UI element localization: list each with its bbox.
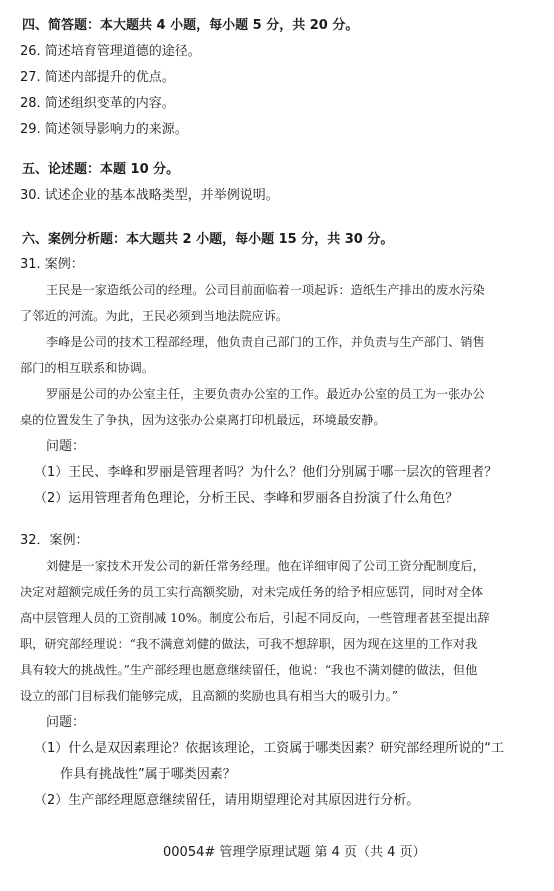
question-30: 30. 试述企业的基本战略类型，并举例说明。 — [20, 188, 279, 203]
question-32-prompt: 问题： — [46, 715, 86, 730]
case-32-line: 高中层管理人员的工资削减 10%。制度公布后，引起不同反向，一些管理者甚至提出辞 — [20, 611, 490, 625]
question-31-prompt: 问题： — [46, 439, 86, 454]
question-29: 29. 简述领导影响力的来源。 — [20, 122, 188, 137]
question-32-sub-1: （1）什么是双因素理论？依据该理论，工资属于哪类因素？研究部经理所说的“工 — [34, 741, 505, 756]
case-32-line: 职，研究部经理说：“我不满意刘健的做法，可我不想辞职，因为现在这里的工作对我 — [20, 637, 478, 651]
question-32-sub-1-cont: 作具有挑战性”属于哪类因素？ — [60, 767, 236, 782]
question-31-sub-2: （2）运用管理者角色理论，分析王民、李峰和罗丽各自扮演了什么角色？ — [34, 491, 459, 506]
question-31-label: 31. 案例： — [20, 257, 84, 272]
section-5-header: 五、论述题：本题 10 分。 — [22, 162, 180, 177]
case-31-line: 部门的相互联系和协调。 — [20, 361, 155, 375]
question-32-label: 32．案例： — [20, 533, 89, 548]
question-31-sub-1: （1）王民、李峰和罗丽是管理者吗？为什么？他们分别属于哪一层次的管理者？ — [34, 465, 498, 480]
question-27: 27. 简述内部提升的优点。 — [20, 70, 175, 85]
case-31-line: 桌的位置发生了争执，因为这张办公桌离打印机最远，环境最安静。 — [20, 413, 386, 427]
case-31-line: 罗丽是公司的办公室主任，主要负责办公室的工作。最近办公室的员工为一张办公 — [46, 387, 485, 401]
case-32-line: 具有较大的挑战性。”生产部经理也愿意继续留任，他说：“我也不满刘健的做法，但他 — [20, 663, 478, 677]
case-32-line: 刘健是一家技术开发公司的新任常务经理。他在详细审阅了公司工资分配制度后， — [46, 559, 485, 573]
case-31-line: 王民是一家造纸公司的经理。公司目前面临着一项起诉：造纸生产排出的废水污染 — [46, 283, 485, 297]
case-31-line: 了邻近的河流。为此，王民必须到当地法院应诉。 — [20, 309, 289, 323]
section-4-header: 四、简答题：本大题共 4 小题，每小题 5 分，共 20 分。 — [22, 18, 359, 33]
question-32-sub-2: （2）生产部经理愿意继续留任，请用期望理论对其原因进行分析。 — [34, 793, 420, 808]
page-footer: 00054# 管理学原理试题 第 4 页（共 4 页） — [163, 845, 426, 860]
case-32-line: 决定对超额完成任务的员工实行高额奖励，对未完成任务的给予相应惩罚，同时对全体 — [20, 585, 484, 599]
case-32-line: 设立的部门目标我们能够完成，且高额的奖励也具有相当大的吸引力。” — [20, 689, 398, 703]
question-26: 26. 简述培育管理道德的途径。 — [20, 44, 201, 59]
question-28: 28. 简述组织变革的内容。 — [20, 96, 175, 111]
case-31-line: 李峰是公司的技术工程部经理，他负责自己部门的工作，并负责与生产部门、销售 — [46, 335, 485, 349]
section-6-header: 六、案例分析题：本大题共 2 小题，每小题 15 分，共 30 分。 — [22, 232, 394, 247]
